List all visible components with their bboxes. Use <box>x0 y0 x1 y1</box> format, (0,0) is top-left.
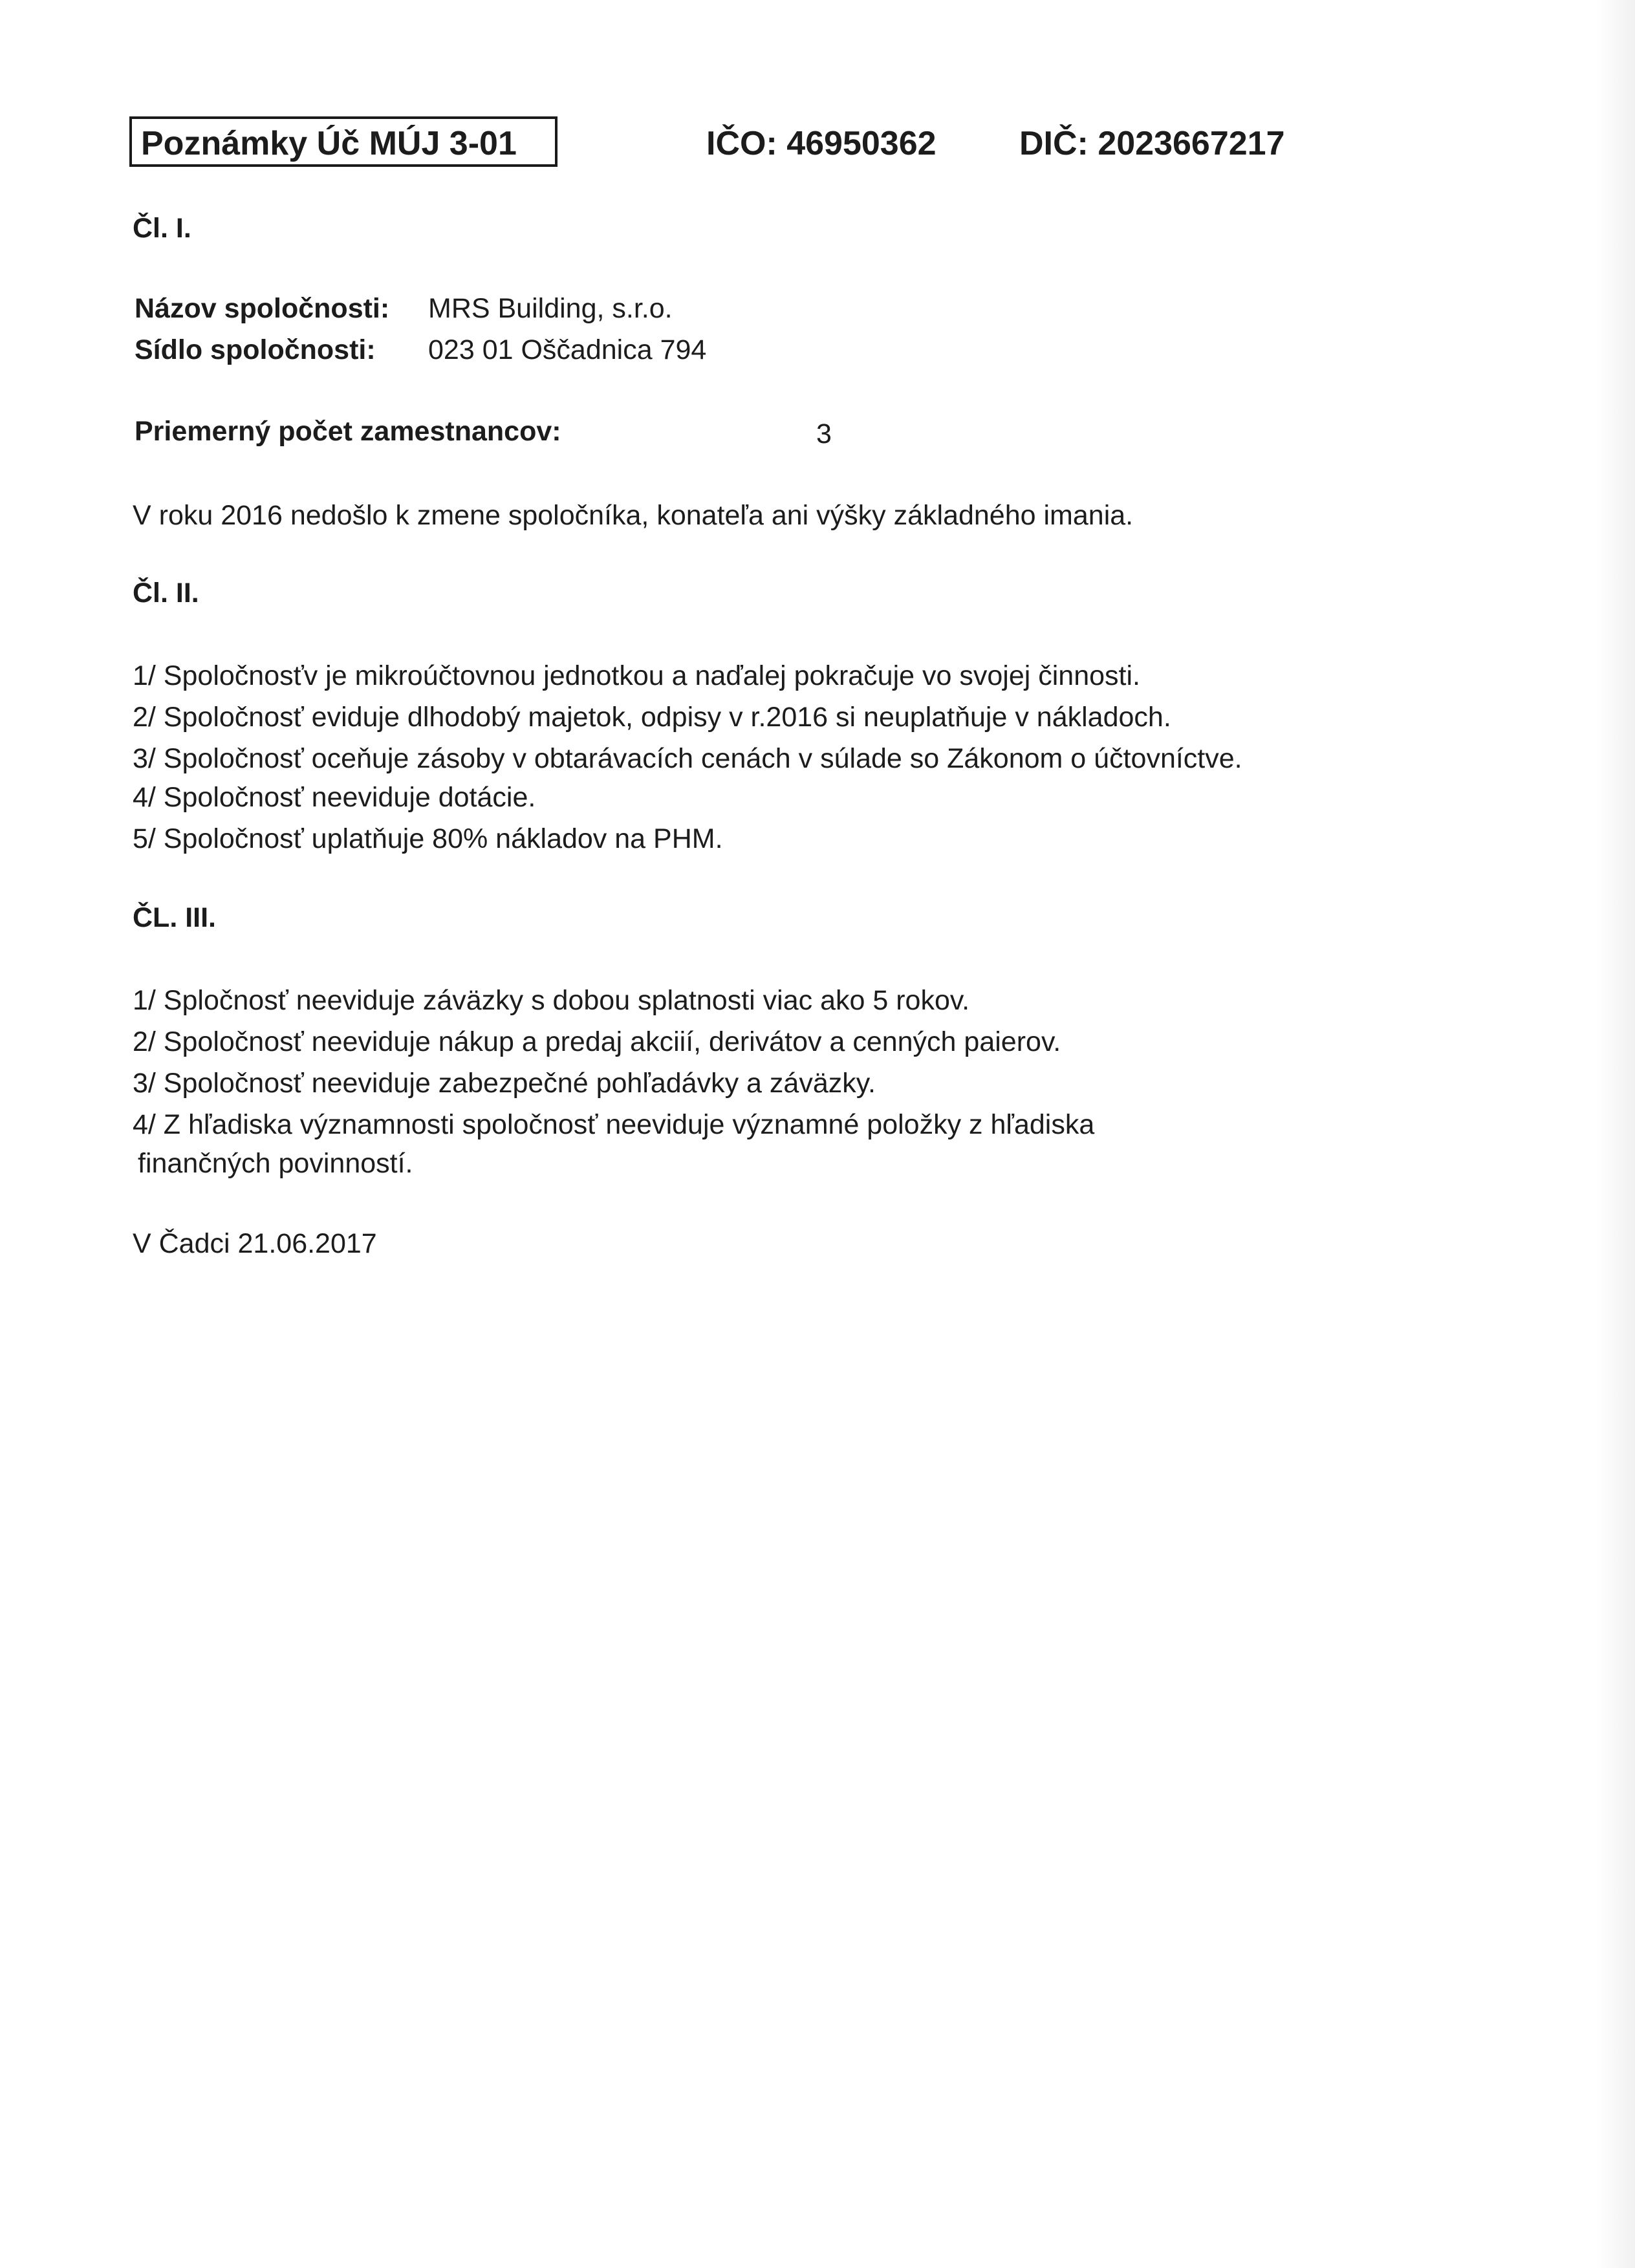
section-3-item: 4/ Z hľadiska významnosti spoločnosť neeviduje významné položky z hľadiska <box>133 1109 1095 1140</box>
ico-number: IČO: 46950362 <box>706 125 937 162</box>
section-2-heading: Čl. II. <box>133 578 199 609</box>
section-3-heading: ČL. III. <box>133 902 216 933</box>
company-name-value: MRS Building, s.r.o. <box>428 293 673 324</box>
section-2-item: 2/ Spoločnosť eviduje dlhodobý majetok, odpisy v r.2016 si neuplatňuje v nákladoch. <box>133 702 1171 733</box>
company-name-label: Názov spoločnosti: <box>135 293 390 324</box>
employees-value: 3 <box>816 418 832 449</box>
section-1-statement: V roku 2016 nedošlo k zmene spoločníka, konateľa ani výšky základného imania. <box>133 500 1134 531</box>
employees-label: Priemerný počet zamestnancov: <box>135 416 561 447</box>
section-2-item: 3/ Spoločnosť oceňuje zásoby v obtarávacích cenách v súlade so Zákonom o účtovníctve. <box>133 743 1242 774</box>
section-2-item: 1/ Spoločnosťv je mikroúčtovnou jednotkou a naďalej pokračuje vo svojej činnosti. <box>133 660 1140 691</box>
dic-number: DIČ: 2023667217 <box>1019 125 1285 162</box>
section-3-item: 3/ Spoločnosť neeviduje zabezpečné pohľadávky a záväzky. <box>133 1068 876 1099</box>
scan-edge-shadow <box>1596 0 1635 2268</box>
seat-value: 023 01 Oščadnica 794 <box>428 334 707 365</box>
section-2-item: 5/ Spoločnosť uplatňuje 80% nákladov na PHM. <box>133 823 723 854</box>
notes-title: Poznámky Úč MÚJ 3-01 <box>141 125 517 162</box>
section-3-item: 2/ Spoločnosť neeviduje nákup a predaj akciií, derivátov a cenných paierov. <box>133 1026 1061 1057</box>
place-and-date: V Čadci 21.06.2017 <box>133 1228 377 1259</box>
seat-label: Sídlo spoločnosti: <box>135 334 376 365</box>
section-3-item: 1/ Spločnosť neeviduje záväzky s dobou splatnosti viac ako 5 rokov. <box>133 985 970 1016</box>
section-1-heading: Čl. I. <box>133 213 191 244</box>
section-3-item: finančných povinností. <box>138 1148 413 1179</box>
notes-title-box <box>129 116 558 167</box>
section-2-item: 4/ Spoločnosť neeviduje dotácie. <box>133 782 536 813</box>
